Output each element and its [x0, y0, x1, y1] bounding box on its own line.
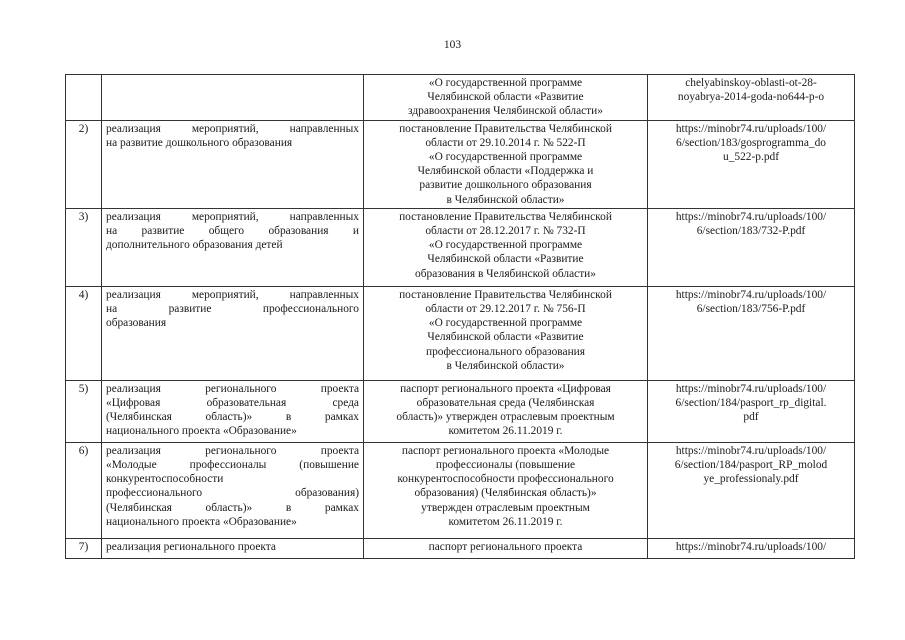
document-line: постановление Правительства Челябинской — [399, 122, 612, 135]
activity-cell — [102, 442, 364, 538]
document-line: в Челябинской области» — [446, 193, 565, 206]
link-cell[interactable] — [648, 75, 855, 121]
row-number — [66, 75, 102, 121]
document-cell — [364, 120, 648, 208]
activity-line: национального проекта «Образование» — [106, 515, 297, 528]
document-line: комитетом 26.11.2019 г. — [448, 515, 563, 528]
link-line[interactable]: chelyabinskoy-oblasti-ot-28- — [685, 77, 817, 89]
activity-line: реализация мероприятий, направленных — [106, 210, 359, 223]
activity-cell — [102, 286, 364, 380]
document-line: образования в Челябинской области» — [415, 267, 596, 280]
link-line[interactable]: https://minobr74.ru/uploads/100/ — [675, 540, 827, 553]
document-line: «О государственной программе — [428, 151, 583, 164]
document-line: утвержден отраслевым проектным — [421, 501, 590, 514]
programs-table — [65, 74, 855, 559]
link-line[interactable]: https://minobr74.ru/uploads/100/ — [675, 210, 827, 223]
document-line: здравоохранения Челябинской области» — [408, 105, 603, 118]
document-line: профессионалы (повышение — [435, 459, 576, 472]
table-row — [66, 538, 855, 558]
table-row — [66, 208, 855, 286]
link-line[interactable]: pdf — [743, 411, 759, 424]
link-line[interactable]: u_522-p.pdf — [723, 151, 779, 164]
link-cell[interactable] — [648, 538, 855, 558]
activity-line: реализация мероприятий, направленных — [106, 288, 359, 301]
document-cell — [364, 75, 648, 121]
document-cell — [364, 442, 648, 538]
table-row — [66, 380, 855, 442]
activity-cell — [102, 380, 364, 442]
document-line: постановление Правительства Челябинской — [399, 210, 612, 223]
row-number: 7) — [66, 538, 102, 558]
document-line: «О государственной программе — [428, 77, 583, 89]
link-line[interactable]: 6/section/184/pasport_rp_digital. — [675, 397, 827, 410]
activity-cell — [102, 75, 364, 121]
link-line[interactable]: 6/section/183/732-P.pdf — [696, 225, 806, 238]
document-line: Челябинской области «Развитие — [427, 331, 584, 344]
document-cell — [364, 208, 648, 286]
row-number: 6) — [66, 442, 102, 538]
document-cell — [364, 380, 648, 442]
document-line: паспорт регионального проекта «Цифровая — [400, 382, 611, 395]
activity-line: образования — [106, 317, 167, 330]
link-cell[interactable] — [648, 442, 855, 538]
document-line: Челябинской области «Развитие — [427, 253, 584, 266]
document-line: паспорт регионального проекта «Молодые — [401, 444, 610, 457]
document-line: области от 28.12.2017 г. № 732-П — [425, 225, 586, 238]
activity-line: «Молодые профессионалы (повышение — [106, 459, 359, 472]
document-line: «О государственной программе — [428, 239, 583, 252]
document-line: комитетом 26.11.2019 г. — [448, 425, 563, 438]
activity-cell — [102, 208, 364, 286]
activity-line: реализация мероприятий, направленных — [106, 122, 359, 135]
table-row — [66, 75, 855, 121]
document-line: Челябинской области «Поддержка и — [417, 165, 594, 178]
table-row — [66, 442, 855, 538]
activity-line: (Челябинская область)» в рамках — [106, 411, 359, 424]
document-line: в Челябинской области» — [446, 359, 565, 372]
row-number: 2) — [66, 120, 102, 208]
document-line: «О государственной программе — [428, 317, 583, 330]
link-line[interactable]: ye_professionaly.pdf — [703, 473, 799, 486]
table-body — [66, 75, 855, 559]
activity-line: (Челябинская область)» в рамках — [106, 501, 359, 514]
document-line: паспорт регионального проекта — [428, 540, 583, 553]
link-line[interactable]: https://minobr74.ru/uploads/100/ — [675, 288, 827, 301]
table-row — [66, 120, 855, 208]
activity-line: на развитие дошкольного образования — [106, 136, 293, 149]
activity-line: национального проекта «Образование» — [106, 425, 297, 438]
document-cell — [364, 286, 648, 380]
activity-cell — [102, 538, 364, 558]
activity-line: реализация регионального проекта — [106, 540, 276, 553]
row-number: 5) — [66, 380, 102, 442]
activity-line: «Цифровая образовательная среда — [106, 397, 359, 410]
link-line[interactable]: 6/section/183/756-P.pdf — [696, 303, 806, 316]
document-line: Челябинской области «Развитие — [427, 91, 584, 104]
link-cell[interactable] — [648, 286, 855, 380]
link-line[interactable]: noyabrya-2014-goda-no644-p-o — [677, 91, 825, 104]
document-line: образования) (Челябинская область)» — [414, 487, 597, 500]
link-line[interactable]: 6/section/183/gosprogramma_do — [676, 136, 826, 149]
link-line[interactable]: https://minobr74.ru/uploads/100/ — [675, 382, 827, 395]
link-line[interactable]: https://minobr74.ru/uploads/100/ — [675, 444, 827, 457]
activity-line: профессионального образования) — [106, 487, 359, 500]
activity-line: на развитие профессионального — [106, 303, 359, 316]
activity-line: на развитие общего образования и — [106, 225, 359, 238]
activity-line: реализация регионального проекта — [106, 382, 359, 395]
document-line: конкурентоспособности профессионального — [397, 473, 614, 486]
document-line: образовательная среда (Челябинская — [416, 397, 595, 410]
document-line: области от 29.10.2014 г. № 522-П — [425, 136, 586, 149]
link-cell[interactable] — [648, 120, 855, 208]
activity-cell — [102, 120, 364, 208]
link-line[interactable]: https://minobr74.ru/uploads/100/ — [675, 122, 827, 135]
document-line: область)» утвержден отраслевым проектным — [396, 411, 615, 424]
document-line: области от 29.12.2017 г. № 756-П — [425, 303, 586, 316]
link-cell[interactable] — [648, 208, 855, 286]
table-row — [66, 286, 855, 380]
link-line[interactable]: 6/section/184/pasport_RP_molod — [674, 459, 828, 472]
document-line: развитие дошкольного образования — [419, 179, 592, 192]
row-number: 4) — [66, 286, 102, 380]
activity-line: конкурентоспособности — [106, 473, 224, 486]
document-line: постановление Правительства Челябинской — [399, 288, 612, 301]
link-cell[interactable] — [648, 380, 855, 442]
document-line: профессионального образования — [425, 345, 586, 358]
document-cell — [364, 538, 648, 558]
row-number: 3) — [66, 208, 102, 286]
activity-line: дополнительного образования детей — [106, 239, 283, 252]
activity-line: реализация регионального проекта — [106, 444, 359, 457]
page-number: 103 — [443, 39, 462, 51]
